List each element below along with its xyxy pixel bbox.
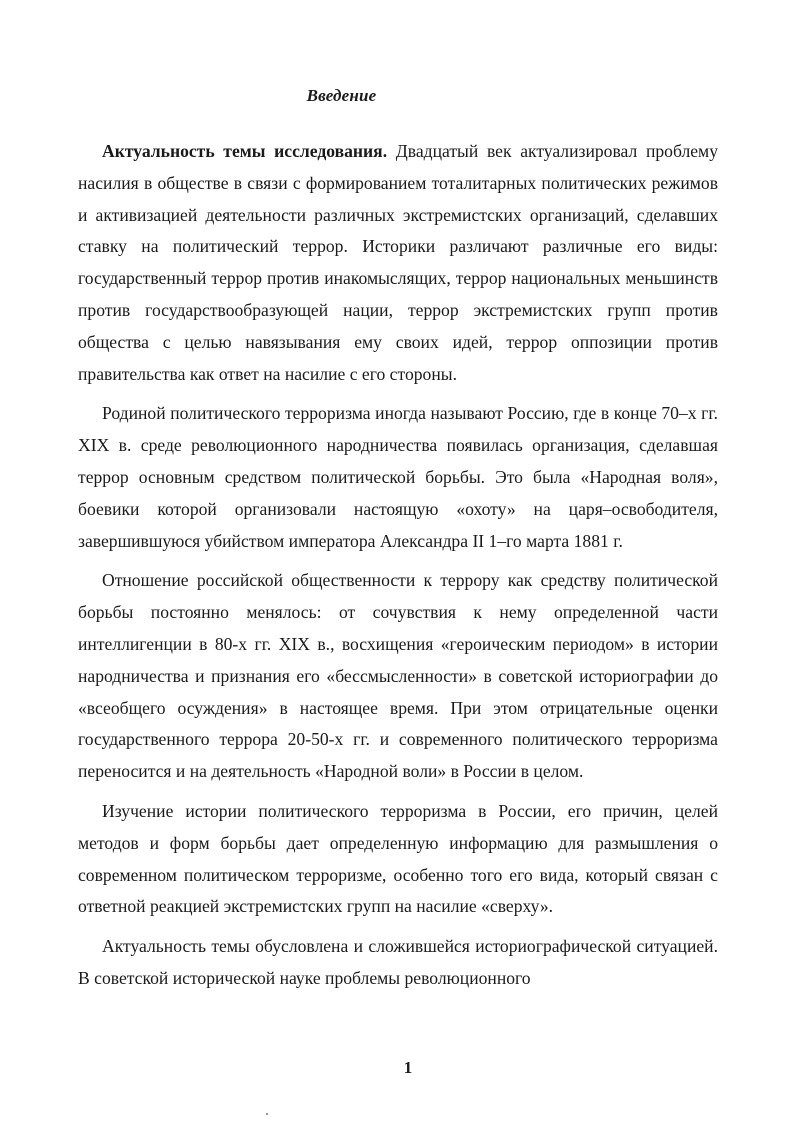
paragraph-5: Актуальность темы обусловлена и сложившейся историографической ситуацией. В советской исторической науке проблемы революционного <box>78 936 718 988</box>
paragraph-4: Изучение истории политического терроризма в России, его причин, целей методов и форм борьбы дает определенную информацию для размышления о современном политическом терроризме, особенно того его вида, который связан с ответной реакцией экстремистских групп на насилие «сверху». <box>78 800 718 917</box>
paragraph-2: Родиной политического терроризма иногда называют Россию, где в конце 70–х гг. XIX в. среде революционного народничества появилась организация, сделавшая террор основным средством политической борьбы. Это была «Народная воля», боевики которой организовали настоящую «охоту» на царя–освободителя, завершившуюся убийством императора Александра II 1–го марта 1881 г. <box>78 403 718 551</box>
paragraph-lead-bold: Актуальность темы исследования. <box>102 141 388 161</box>
scan-speck <box>266 1113 268 1115</box>
body-text <box>78 136 718 1007</box>
paragraph-1 <box>78 136 718 390</box>
paragraph-1-text: Двадцатый век актуализировал проблему насилия в обществе в связи с формированием тоталитарных политических режимов и активизацией деятельности различных экстремистских организаций, сделавших ставку на политический террор. Историки различают различные его виды: государственный террор против инакомыслящих, террор национальных меньшинств против государствообразующей нации, террор экстремистских групп против общества с целью навязывания ему своих идей, террор оппозиции против правительства как ответ на насилие с его стороны. <box>78 141 718 384</box>
section-heading: Введение <box>306 86 377 105</box>
paragraph-3: Отношение российской общественности к террору как средству политической борьбы постоянно менялось: от сочувствия к нему определенной части интеллигенции в 80-х гг. XIX в., восхищения «героическим периодом» в истории народничества и признания его «бессмысленности» в советской историографии до «всеобщего осуждения» в настоящее время. При этом отрицательные оценки государственного террора 20-50-х гг. и современного политического терроризма переносится и на деятельность «Народной воли» в России в целом. <box>78 570 718 782</box>
page-number: 1 <box>403 1058 413 1077</box>
